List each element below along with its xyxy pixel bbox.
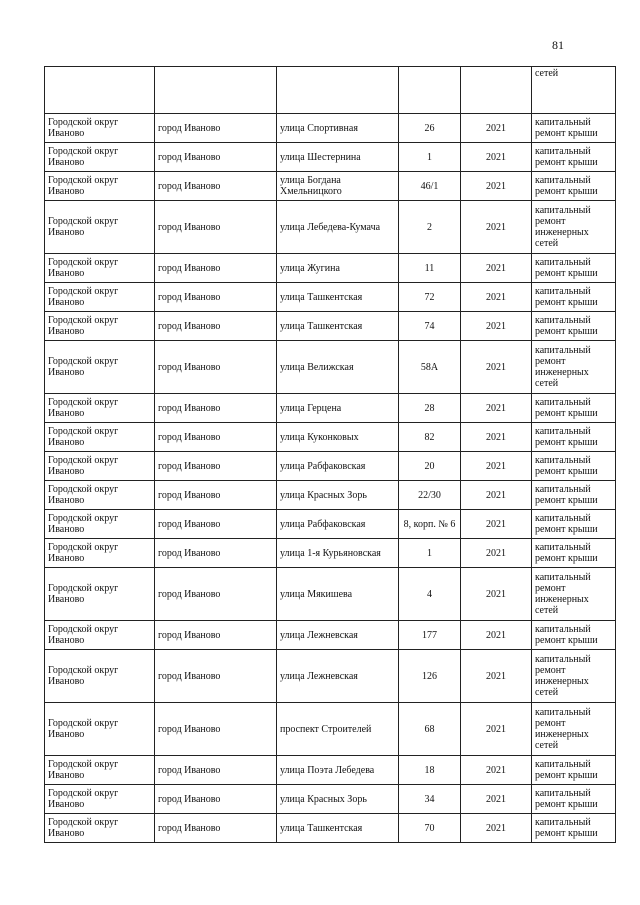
cell-house: 18 [399, 756, 461, 785]
cell-street: улица Поэта Лебедева [277, 756, 399, 785]
cell-house: 8, корп. № 6 [399, 510, 461, 539]
cell-house [399, 67, 461, 114]
table-row [45, 452, 616, 481]
table-row [45, 423, 616, 452]
cell-street: улица Куконковых [277, 423, 399, 452]
table-row [45, 650, 616, 703]
cell-city: город Иваново [155, 114, 277, 143]
cell-street: улица Лежневская [277, 650, 399, 703]
cell-house: 82 [399, 423, 461, 452]
cell-work: капитальный ремонт крыши [532, 394, 616, 423]
cell-year: 2021 [461, 283, 532, 312]
table-row [45, 312, 616, 341]
table-row [45, 756, 616, 785]
cell-year: 2021 [461, 201, 532, 254]
cell-house: 177 [399, 621, 461, 650]
table-row [45, 341, 616, 394]
cell-city: город Иваново [155, 172, 277, 201]
cell-city: город Иваново [155, 201, 277, 254]
table-row [45, 539, 616, 568]
cell-work: капитальный ремонт крыши [532, 452, 616, 481]
cell-city: город Иваново [155, 481, 277, 510]
cell-street: улица Лежневская [277, 621, 399, 650]
cell-year: 2021 [461, 114, 532, 143]
cell-street: улица Велижская [277, 341, 399, 394]
cell-city: город Иваново [155, 785, 277, 814]
cell-house: 1 [399, 539, 461, 568]
table-row [45, 481, 616, 510]
cell-city: город Иваново [155, 756, 277, 785]
cell-city: город Иваново [155, 341, 277, 394]
table-row [45, 143, 616, 172]
cell-work: капитальный ремонт крыши [532, 785, 616, 814]
cell-house: 126 [399, 650, 461, 703]
cell-work: капитальный ремонт крыши [532, 621, 616, 650]
cell-work: капитальный ремонт крыши [532, 283, 616, 312]
cell-work: капитальный ремонт крыши [532, 254, 616, 283]
cell-city: город Иваново [155, 143, 277, 172]
cell-street: улица Ташкентская [277, 312, 399, 341]
cell-street: улица Герцена [277, 394, 399, 423]
table-row-continuation [45, 67, 616, 114]
cell-district: Городской округ Иваново [45, 143, 155, 172]
cell-district: Городской округ Иваново [45, 510, 155, 539]
cell-district: Городской округ Иваново [45, 312, 155, 341]
cell-year: 2021 [461, 481, 532, 510]
registry-body [45, 67, 616, 843]
cell-district: Городской округ Иваново [45, 481, 155, 510]
cell-district: Городской округ Иваново [45, 785, 155, 814]
cell-work: капитальный ремонт крыши [532, 312, 616, 341]
cell-district: Городской округ Иваново [45, 452, 155, 481]
cell-city [155, 67, 277, 114]
cell-work: капитальный ремонт крыши [532, 510, 616, 539]
cell-work: капитальный ремонт крыши [532, 814, 616, 843]
cell-house: 26 [399, 114, 461, 143]
page-number: 81 [552, 38, 564, 52]
cell-district: Городской округ Иваново [45, 394, 155, 423]
cell-street: улица Шестернина [277, 143, 399, 172]
cell-district: Городской округ Иваново [45, 814, 155, 843]
cell-district: Городской округ Иваново [45, 172, 155, 201]
cell-year: 2021 [461, 785, 532, 814]
cell-year: 2021 [461, 510, 532, 539]
cell-city: город Иваново [155, 650, 277, 703]
cell-house: 11 [399, 254, 461, 283]
cell-street: улица Спортивная [277, 114, 399, 143]
cell-year: 2021 [461, 423, 532, 452]
cell-work: капитальный ремонт крыши [532, 114, 616, 143]
table-row [45, 394, 616, 423]
cell-work: капитальный ремонт инженерных сетей [532, 703, 616, 756]
cell-house: 68 [399, 703, 461, 756]
cell-street: улица Ташкентская [277, 283, 399, 312]
cell-district: Городской округ Иваново [45, 703, 155, 756]
cell-year: 2021 [461, 394, 532, 423]
cell-city: город Иваново [155, 568, 277, 621]
registry-table [44, 66, 616, 843]
cell-year: 2021 [461, 756, 532, 785]
cell-work: сетей [532, 67, 616, 114]
cell-street: улица 1-я Курьяновская [277, 539, 399, 568]
cell-year: 2021 [461, 703, 532, 756]
cell-house: 72 [399, 283, 461, 312]
cell-city: город Иваново [155, 394, 277, 423]
table-row [45, 201, 616, 254]
table-row [45, 814, 616, 843]
cell-house: 58А [399, 341, 461, 394]
table-row [45, 172, 616, 201]
cell-street: улица Рабфаковская [277, 510, 399, 539]
cell-district: Городской округ Иваново [45, 568, 155, 621]
cell-year: 2021 [461, 568, 532, 621]
cell-district: Городской округ Иваново [45, 621, 155, 650]
cell-street: улица Рабфаковская [277, 452, 399, 481]
cell-city: город Иваново [155, 539, 277, 568]
cell-house: 70 [399, 814, 461, 843]
cell-house: 20 [399, 452, 461, 481]
cell-district [45, 67, 155, 114]
cell-house: 46/1 [399, 172, 461, 201]
cell-street: улица Красных Зорь [277, 481, 399, 510]
cell-work: капитальный ремонт инженерных сетей [532, 341, 616, 394]
table-row [45, 254, 616, 283]
cell-house: 2 [399, 201, 461, 254]
table-row [45, 114, 616, 143]
cell-house: 22/30 [399, 481, 461, 510]
cell-house: 74 [399, 312, 461, 341]
cell-district: Городской округ Иваново [45, 341, 155, 394]
cell-district: Городской округ Иваново [45, 254, 155, 283]
cell-city: город Иваново [155, 814, 277, 843]
cell-district: Городской округ Иваново [45, 114, 155, 143]
cell-district: Городской округ Иваново [45, 650, 155, 703]
cell-city: город Иваново [155, 423, 277, 452]
cell-street: улица Мякишева [277, 568, 399, 621]
cell-house: 34 [399, 785, 461, 814]
cell-district: Городской округ Иваново [45, 283, 155, 312]
cell-street: улица Лебедева-Кумача [277, 201, 399, 254]
table-row [45, 703, 616, 756]
cell-street: улица Ташкентская [277, 814, 399, 843]
cell-year: 2021 [461, 650, 532, 703]
cell-year [461, 67, 532, 114]
cell-district: Городской округ Иваново [45, 756, 155, 785]
cell-street: улица Богдана Хмельницкого [277, 172, 399, 201]
cell-city: город Иваново [155, 254, 277, 283]
table-row [45, 785, 616, 814]
table-row [45, 510, 616, 539]
cell-work: капитальный ремонт инженерных сетей [532, 201, 616, 254]
cell-year: 2021 [461, 254, 532, 283]
cell-district: Городской округ Иваново [45, 201, 155, 254]
cell-house: 4 [399, 568, 461, 621]
cell-city: город Иваново [155, 703, 277, 756]
cell-year: 2021 [461, 452, 532, 481]
cell-district: Городской округ Иваново [45, 423, 155, 452]
cell-work: капитальный ремонт крыши [532, 423, 616, 452]
cell-street: проспект Строителей [277, 703, 399, 756]
cell-city: город Иваново [155, 283, 277, 312]
cell-year: 2021 [461, 341, 532, 394]
table-row [45, 568, 616, 621]
cell-work: капитальный ремонт крыши [532, 172, 616, 201]
cell-year: 2021 [461, 312, 532, 341]
cell-street [277, 67, 399, 114]
cell-city: город Иваново [155, 312, 277, 341]
cell-work: капитальный ремонт крыши [532, 756, 616, 785]
cell-work: капитальный ремонт крыши [532, 143, 616, 172]
cell-city: город Иваново [155, 452, 277, 481]
cell-work: капитальный ремонт инженерных сетей [532, 568, 616, 621]
cell-district: Городской округ Иваново [45, 539, 155, 568]
cell-street: улица Жугина [277, 254, 399, 283]
cell-house: 1 [399, 143, 461, 172]
cell-work: капитальный ремонт крыши [532, 539, 616, 568]
cell-work: капитальный ремонт инженерных сетей [532, 650, 616, 703]
cell-house: 28 [399, 394, 461, 423]
cell-year: 2021 [461, 143, 532, 172]
cell-work: капитальный ремонт крыши [532, 481, 616, 510]
cell-year: 2021 [461, 539, 532, 568]
cell-city: город Иваново [155, 621, 277, 650]
table-row [45, 621, 616, 650]
cell-city: город Иваново [155, 510, 277, 539]
cell-year: 2021 [461, 621, 532, 650]
table-row [45, 283, 616, 312]
cell-year: 2021 [461, 172, 532, 201]
cell-street: улица Красных Зорь [277, 785, 399, 814]
cell-year: 2021 [461, 814, 532, 843]
